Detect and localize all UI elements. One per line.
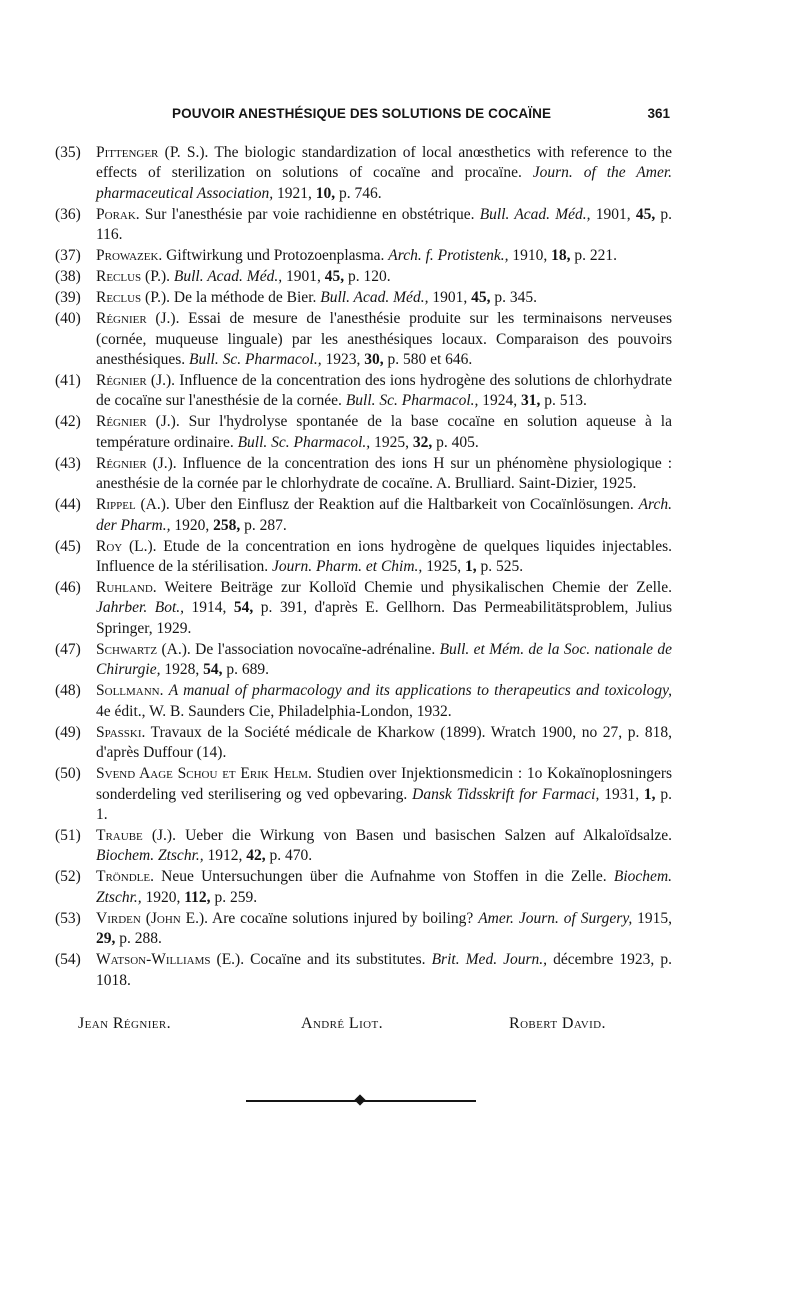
author-signatures <box>78 1015 638 1039</box>
reference-volume: 45, <box>635 205 656 223</box>
reference-entry <box>55 205 672 246</box>
reference-entry <box>55 371 672 412</box>
reference-journal: Arch. der Pharm., <box>96 496 673 534</box>
reference-author: Tröndle. <box>96 868 154 886</box>
reference-pages: p. 470. <box>269 847 313 865</box>
reference-entry <box>55 867 672 908</box>
reference-pages: p. 689. <box>226 661 269 679</box>
reference-author: Prowazek. <box>96 247 163 265</box>
reference-number: (48) <box>55 682 81 700</box>
reference-entry <box>55 723 672 764</box>
reference-entry <box>55 246 672 266</box>
reference-pages: p. 405. <box>436 433 479 451</box>
reference-title: The biologic standardization of local anœsthetics with reference to the effects of sterilization on solutions of cocaïne and procaïne. <box>96 144 672 182</box>
reference-number: (40) <box>55 310 81 328</box>
reference-author: Roy (L.). <box>96 537 157 555</box>
reference-pages: p. 1. <box>96 785 673 823</box>
reference-year: 1928, <box>164 661 200 679</box>
reference-pages: p. 259. <box>214 888 258 906</box>
reference-journal: Bull. Sc. Pharmacol., <box>188 351 322 369</box>
reference-number: (38) <box>55 268 81 286</box>
reference-year: 1901, <box>432 289 468 307</box>
reference-pages: p. 345. <box>494 289 537 307</box>
reference-author: Régnier (J.). <box>96 372 176 390</box>
reference-author: Virden (John E.). <box>96 909 208 927</box>
reference-pages: p. 391, d'après E. Gellhorn. Das Permeabilitätsproblem, Julius Springer, 1929. <box>96 599 673 637</box>
reference-number: (53) <box>55 909 81 927</box>
reference-entry <box>55 495 672 536</box>
reference-volume: 54, <box>233 599 254 617</box>
reference-number: (49) <box>55 723 81 741</box>
reference-journal: A manual of pharmacology and its applications to therapeutics and toxicology, <box>168 682 673 700</box>
reference-year: 4e édit., W. B. Saunders Cie, Philadelphia-London, 1932. <box>96 702 452 720</box>
reference-title: Travaux de la Société médicale de Kharkow (1899). Wratch 1900, no 27, p. 818, d'après Duffour (14). <box>96 723 672 762</box>
reference-year: 1910, <box>512 247 548 265</box>
reference-title: De l'association novocaïne-adrénaline. <box>195 640 436 658</box>
reference-author: Sollmann. <box>96 682 164 700</box>
reference-number: (44) <box>55 496 81 514</box>
reference-title: Ueber die Wirkung von Basen und basischen Salzen auf Alkaloïdsalze. <box>185 826 673 844</box>
reference-number: (36) <box>55 205 81 223</box>
reference-pages: p. 120. <box>347 268 391 286</box>
reference-title: Influence de la concentration des ions H sur un phénomène physiologique : anesthésie de la cornée par le chlorhydrate de cocaïne. A. Brulliard. Saint-Dizier, 1925. <box>96 454 673 493</box>
reference-author: Régnier (J.). <box>96 310 180 328</box>
reference-volume: 258, <box>213 516 241 534</box>
reference-number: (42) <box>55 413 81 431</box>
reference-title: Neue Untersuchungen über die Aufnahme von Stoffen in die Zelle. <box>161 868 607 886</box>
reference-journal: Amer. Journ. of Surgery, <box>478 909 633 927</box>
reference-author: Schwartz (A.). <box>96 640 191 658</box>
reference-author: Reclus (P.). <box>96 289 171 307</box>
reference-number: (45) <box>55 537 81 555</box>
reference-journal: Biochem. Ztschr., <box>96 847 204 865</box>
reference-year: 1912, <box>207 847 243 865</box>
reference-pages: p. 525. <box>480 558 524 576</box>
reference-entry <box>55 950 672 991</box>
reference-journal: Dansk Tidsskrift for Farmaci, <box>412 785 600 803</box>
reference-journal: Bull. Sc. Pharmacol., <box>345 392 479 410</box>
reference-journal: Bull. Acad. Méd., <box>173 268 283 286</box>
reference-entry <box>55 288 672 308</box>
diamond-ornament-icon <box>354 1094 365 1105</box>
reference-title: Giftwirkung und Protozoenplasma. <box>166 247 385 265</box>
reference-volume: 112, <box>184 888 211 906</box>
reference-year: 1920, <box>174 516 210 534</box>
reference-author: Svend Aage Schou et Erik Helm. <box>96 765 312 783</box>
reference-author: Régnier (J.). <box>96 413 180 431</box>
reference-pages: p. 1018. <box>96 951 673 989</box>
reference-title: Studien over Injektionsmedicin : 1o Kokaïnoplosningers sonderdeling ved sterilisering og ved opbevaring. <box>96 765 673 803</box>
reference-entry <box>55 537 672 578</box>
reference-journal: Bull. Acad. Méd., <box>479 205 591 223</box>
reference-number: (46) <box>55 579 81 597</box>
reference-volume: 29, <box>96 930 116 948</box>
reference-year: 1925, <box>374 433 409 451</box>
signature-robert-david: Robert David. <box>509 1015 606 1032</box>
reference-author: Rippel (A.). <box>96 496 170 514</box>
reference-volume: 18, <box>551 247 571 265</box>
reference-volume: 1, <box>464 558 477 576</box>
reference-author: Pittenger (P. S.). <box>96 144 209 161</box>
reference-year: 1901, <box>285 268 321 286</box>
reference-year: 1920, <box>145 888 181 906</box>
reference-journal: Arch. f. Protistenk., <box>388 247 509 265</box>
reference-entry <box>55 578 672 639</box>
reference-year: décembre 1923, <box>553 951 655 969</box>
reference-pages: p. 221. <box>574 247 618 265</box>
reference-entry <box>55 764 672 825</box>
reference-number: (37) <box>55 247 81 265</box>
reference-number: (52) <box>55 868 81 886</box>
reference-author: Ruhland. <box>96 579 157 597</box>
reference-author: Porak. <box>96 205 140 223</box>
reference-title: Etude de la concentration en ions hydrogène de quelques liquides injectables. Influence de la stérilisation. <box>96 537 673 576</box>
end-ornament-rule <box>246 1096 476 1106</box>
reference-journal: Journ. Pharm. et Chim., <box>272 558 423 576</box>
reference-year: 1925, <box>426 558 462 576</box>
reference-year: 1921, <box>276 184 312 202</box>
reference-number: (51) <box>55 826 81 844</box>
reference-pages: p. 116. <box>96 205 673 244</box>
reference-volume: 1, <box>643 785 656 803</box>
reference-entry <box>55 454 672 495</box>
reference-year: 1915, <box>637 909 672 927</box>
reference-journal: Bull. Acad. Méd., <box>320 289 429 307</box>
reference-title: Sur l'anesthésie par voie rachidienne en obstétrique. <box>144 205 475 223</box>
reference-list <box>55 143 672 992</box>
reference-journal: Bull. Sc. Pharmacol., <box>237 433 371 451</box>
reference-entry <box>55 640 672 681</box>
page-number: 361 <box>647 106 670 121</box>
reference-pages: p. 513. <box>544 392 587 410</box>
reference-number: (41) <box>55 372 81 390</box>
reference-pages: p. 288. <box>119 930 162 948</box>
running-head <box>60 106 670 126</box>
reference-author: Spasski. <box>96 723 146 741</box>
reference-author: Watson-Williams (E.). <box>96 951 245 969</box>
reference-author: Traube (J.). <box>96 826 176 844</box>
reference-number: (39) <box>55 289 81 307</box>
reference-volume: 42, <box>246 847 266 865</box>
reference-year: 1914, <box>191 599 227 617</box>
reference-number: (54) <box>55 951 81 969</box>
reference-title: Influence de la concentration des ions hydrogène des solutions de chlorhydrate de cocaïne sur l'anesthésie de la cornée. <box>96 372 672 410</box>
reference-entry <box>55 143 672 204</box>
reference-year: 1924, <box>482 392 518 410</box>
reference-number: (35) <box>55 144 81 161</box>
running-head-title: POUVOIR ANESTHÉSIQUE DES SOLUTIONS DE COCAÏNE <box>172 106 552 121</box>
reference-volume: 31, <box>521 392 541 410</box>
reference-title: Cocaïne and its substitutes. <box>250 951 426 969</box>
reference-title: Weitere Beiträge zur Kolloïd Chemie und physikalischen Chemie der Zelle. <box>164 579 672 597</box>
reference-number: (47) <box>55 640 81 658</box>
reference-title: Uber den Einflusz der Reaktion auf die Haltbarkeit von Cocaïnlösungen. <box>174 496 634 514</box>
reference-volume: 45, <box>324 268 345 286</box>
reference-entry <box>55 412 672 453</box>
reference-journal: Bull. et Mém. de la Soc. nationale de Chirurgie, <box>96 640 673 679</box>
reference-pages: p. 746. <box>338 184 382 202</box>
reference-journal: Brit. Med. Journ., <box>431 951 548 969</box>
reference-title: De la méthode de Bier. <box>173 289 317 307</box>
reference-volume: 10, <box>315 184 336 202</box>
reference-entry <box>55 681 672 722</box>
reference-pages: p. 287. <box>244 516 287 534</box>
reference-author: Reclus (P.). <box>96 268 171 286</box>
reference-year: 1901, <box>595 205 631 223</box>
reference-journal: Journ. of the Amer. pharmaceutical Association, <box>96 164 673 202</box>
reference-title: Are cocaïne solutions injured by boiling? <box>212 909 474 927</box>
reference-volume: 45, <box>471 289 491 307</box>
reference-entry <box>55 267 672 287</box>
reference-volume: 32, <box>412 433 433 451</box>
reference-number: (50) <box>55 765 81 783</box>
reference-entry <box>55 309 672 370</box>
reference-year: 1923, <box>325 351 361 369</box>
reference-journal: Jahrber. Bot., <box>96 599 184 617</box>
reference-entry <box>55 909 672 950</box>
reference-author: Régnier (J.). <box>96 454 177 472</box>
reference-pages: p. 580 et 646. <box>387 351 473 369</box>
reference-journal: Biochem. Ztschr., <box>96 868 673 906</box>
reference-entry <box>55 826 672 867</box>
reference-volume: 54, <box>203 661 223 679</box>
reference-title: Essai de mesure de l'anesthésie produite sur les terminaisons nerveuses (cornée, muqueuse linguale) par les anesthésiques locaux. Comparaison des pouvoirs anesthésiques. <box>96 310 673 369</box>
reference-title: Sur l'hydrolyse spontanée de la base cocaïne en solution aqueuse à la température ordinaire. <box>96 413 672 451</box>
reference-year: 1931, <box>604 785 640 803</box>
reference-volume: 30, <box>364 351 384 369</box>
signature-andre-liot: André Liot. <box>301 1015 383 1032</box>
signature-jean-regnier: Jean Régnier. <box>78 1015 172 1032</box>
reference-number: (43) <box>55 454 81 472</box>
